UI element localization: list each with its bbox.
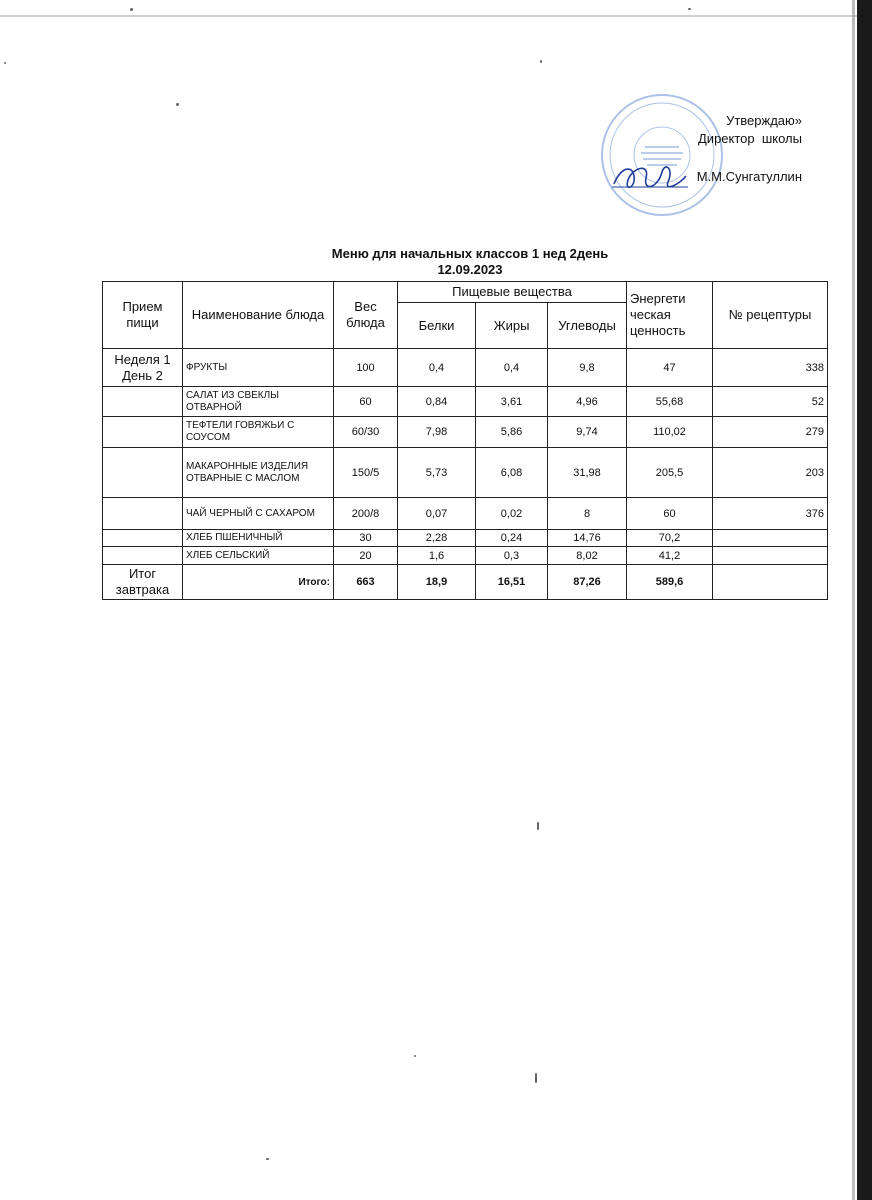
dish-energy: 41,2 <box>627 547 713 565</box>
scan-speck <box>130 8 133 11</box>
dish-protein: 7,98 <box>398 417 476 448</box>
meal-label: Неделя 1 День 2 <box>103 349 183 387</box>
table-row <box>103 448 828 498</box>
menu-table <box>102 281 828 600</box>
header-recipe: № рецептуры <box>713 282 828 349</box>
dish-recipe: 279 <box>713 417 828 448</box>
table-row <box>103 498 828 530</box>
dish-energy: 110,02 <box>627 417 713 448</box>
scan-speck <box>535 1073 537 1083</box>
total-protein: 18,9 <box>398 565 476 600</box>
table-row <box>103 417 828 448</box>
dish-name: САЛАТ ИЗ СВЕКЛЫ ОТВАРНОЙ <box>183 387 334 417</box>
approval-director-name: М.М.Сунгатуллин <box>696 169 802 184</box>
dish-energy: 70,2 <box>627 530 713 547</box>
scan-speck <box>688 8 691 10</box>
dish-carbs: 4,96 <box>548 387 627 417</box>
dish-protein: 5,73 <box>398 448 476 498</box>
dish-recipe <box>713 530 828 547</box>
dish-weight: 30 <box>334 530 398 547</box>
dish-recipe: 338 <box>713 349 828 387</box>
dish-name: ЧАЙ ЧЕРНЫЙ С САХАРОМ <box>183 498 334 530</box>
dish-recipe: 52 <box>713 387 828 417</box>
dish-recipe <box>713 547 828 565</box>
dish-recipe: 203 <box>713 448 828 498</box>
table-row <box>103 547 828 565</box>
dish-energy: 60 <box>627 498 713 530</box>
header-energy: Энергети ческая ценность <box>627 282 713 349</box>
scan-speck <box>266 1158 269 1160</box>
total-row <box>103 565 828 600</box>
table-row <box>103 387 828 417</box>
scan-speck <box>176 103 179 106</box>
dish-name: ХЛЕБ СЕЛЬСКИЙ <box>183 547 334 565</box>
page-title: Меню для начальных классов 1 нед 2день <box>331 246 609 261</box>
header-nutrients: Пищевые вещества <box>398 282 627 303</box>
dish-weight: 100 <box>334 349 398 387</box>
table-row <box>103 530 828 547</box>
dish-protein: 1,6 <box>398 547 476 565</box>
table-row <box>103 349 828 387</box>
dish-protein: 0,07 <box>398 498 476 530</box>
dish-energy: 205,5 <box>627 448 713 498</box>
dish-fat: 0,02 <box>476 498 548 530</box>
dish-name: ФРУКТЫ <box>183 349 334 387</box>
scan-speck <box>537 822 539 830</box>
approval-block <box>697 112 802 186</box>
total-carbs: 87,26 <box>548 565 627 600</box>
total-weight: 663 <box>334 565 398 600</box>
header-dish: Наименование блюда <box>183 282 334 349</box>
scan-edge-right <box>857 0 872 1200</box>
dish-energy: 47 <box>627 349 713 387</box>
dish-name: ТЕФТЕЛИ ГОВЯЖЬИ С СОУСОМ <box>183 417 334 448</box>
scan-speck <box>540 60 542 63</box>
dish-weight: 200/8 <box>334 498 398 530</box>
page-date: 12.09.2023 <box>437 262 503 277</box>
total-fat: 16,51 <box>476 565 548 600</box>
header-fat: Жиры <box>476 303 548 349</box>
header-meal: Прием пищи <box>103 282 183 349</box>
approval-director: Директор школы <box>698 131 802 146</box>
dish-recipe: 376 <box>713 498 828 530</box>
header-carbs: Углеводы <box>548 303 627 349</box>
dish-carbs: 8,02 <box>548 547 627 565</box>
dish-name: МАКАРОННЫЕ ИЗДЕЛИЯ ОТВАРНЫЕ С МАСЛОМ <box>183 448 334 498</box>
dish-fat: 3,61 <box>476 387 548 417</box>
scan-speck <box>4 62 6 64</box>
scan-edge-right-shadow <box>852 0 855 1200</box>
dish-fat: 0,24 <box>476 530 548 547</box>
header-protein: Белки <box>398 303 476 349</box>
director-signature <box>610 158 690 198</box>
scan-edge-top <box>0 15 872 17</box>
dish-weight: 60/30 <box>334 417 398 448</box>
dish-fat: 0,4 <box>476 349 548 387</box>
dish-name: ХЛЕБ ПШЕНИЧНЫЙ <box>183 530 334 547</box>
dish-energy: 55,68 <box>627 387 713 417</box>
header-weight: Вес блюда <box>334 282 398 349</box>
dish-weight: 150/5 <box>334 448 398 498</box>
dish-fat: 5,86 <box>476 417 548 448</box>
dish-fat: 0,3 <box>476 547 548 565</box>
dish-weight: 60 <box>334 387 398 417</box>
dish-carbs: 14,76 <box>548 530 627 547</box>
total-meal-label: Итог завтрака <box>103 565 183 600</box>
dish-carbs: 31,98 <box>548 448 627 498</box>
total-energy: 589,6 <box>627 565 713 600</box>
total-recipe <box>713 565 828 600</box>
scan-speck <box>414 1055 416 1057</box>
dish-fat: 6,08 <box>476 448 548 498</box>
dish-carbs: 9,8 <box>548 349 627 387</box>
dish-carbs: 9,74 <box>548 417 627 448</box>
total-label: Итого: <box>183 565 334 600</box>
dish-carbs: 8 <box>548 498 627 530</box>
dish-weight: 20 <box>334 547 398 565</box>
dish-protein: 0,84 <box>398 387 476 417</box>
dish-protein: 2,28 <box>398 530 476 547</box>
approval-approved: Утверждаю» <box>726 113 802 128</box>
dish-protein: 0,4 <box>398 349 476 387</box>
